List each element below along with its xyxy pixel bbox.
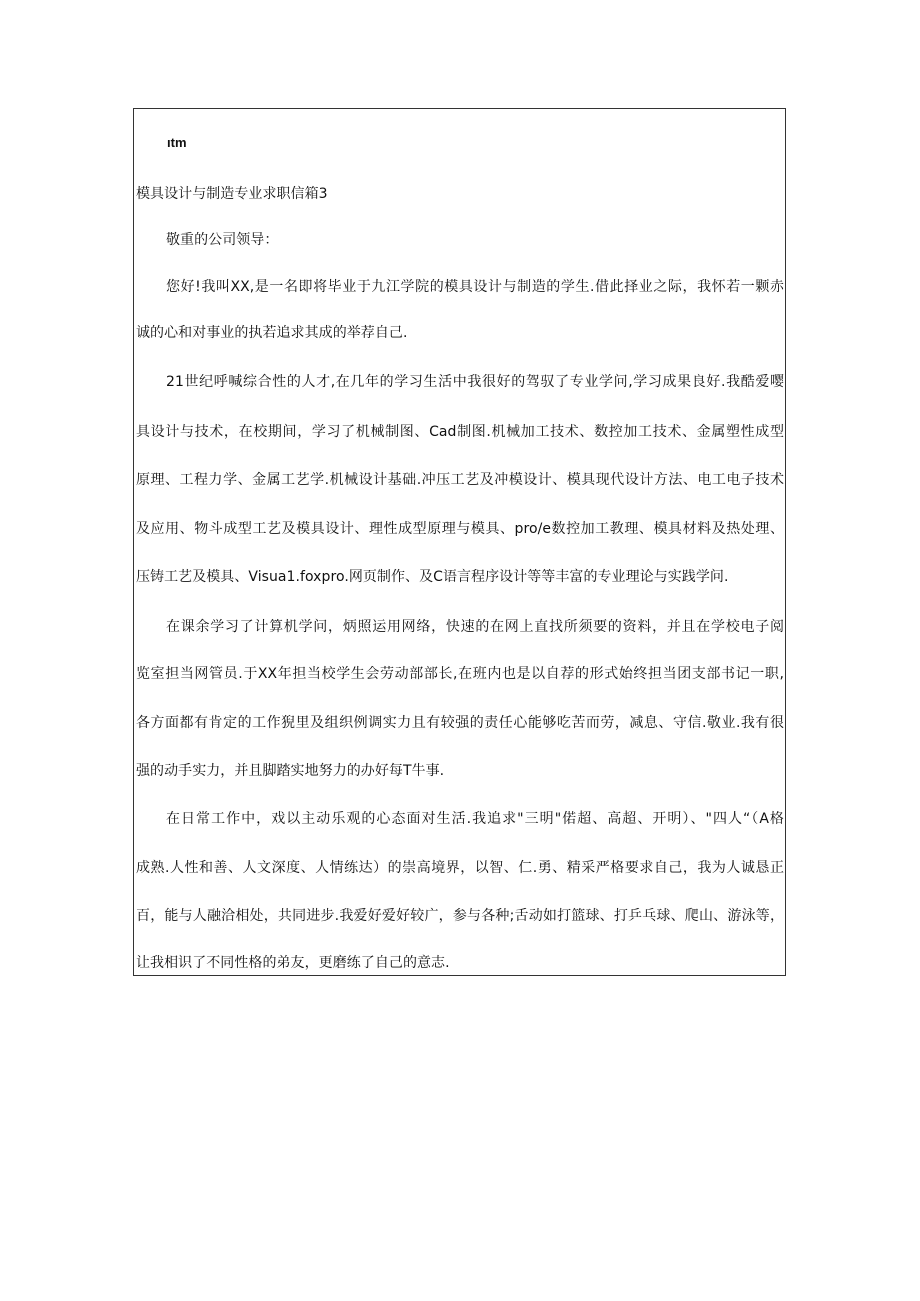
paragraph-line: 在课余学习了计算机学问，炳照运用网络，快速的在网上直找所须要的资料，并且在学校电子阅 bbox=[166, 619, 784, 635]
paragraph-line: 在日常工作中，戏以主动乐观的心态面对生活.我追求"三明"偌超、高超、开明）、"四人“（A格 bbox=[166, 811, 784, 827]
paragraph-line: 让我相识了不同性格的弟友，更磨练了自己的意志. bbox=[136, 955, 450, 971]
paragraph-line: 成熟.人性和善、人文深度、人情练达）的崇高境界，以智、仁.勇、精采严格要求自己，我为人诚恳正 bbox=[136, 860, 784, 876]
paragraph-line: 压铸工艺及模具、Visua1.foxpro.网页制作、及C语言程序设计等等丰富的专业理论与实践学问. bbox=[136, 569, 729, 585]
paragraph-line: 百，能与人融洽相处，共同进步.我爱好爱好较广，参与各种;舌动如打篮球、打乒乓球、爬山、游泳等， bbox=[136, 908, 784, 924]
paragraph-line: 诚的心和对事业的执若追求其成的举荐自己. bbox=[136, 325, 408, 341]
paragraph-line: 原理、工程力学、金属工艺学.机械设计基础.冲压工艺及冲模设计、模具现代设计方法、电工电子技术 bbox=[136, 472, 784, 488]
document-title: 模具设计与制造专业求职信箱3 bbox=[136, 186, 328, 202]
paragraph-line: 及应用、物斗成型工艺及模具设计、理性成型原理与模具、pro/e数控加工教理、模具材料及热处理、 bbox=[136, 521, 784, 537]
header-mark: ıtm bbox=[167, 135, 187, 150]
paragraph-line: 览室担当网管员.于XX年担当校学生会劳动部部长,在班内也是以自荐的形式始终担当团支部书记一职, bbox=[136, 666, 784, 682]
paragraph-line: 您好!我叫XX,是一名即将毕业于九江学院的模具设计与制造的学生.借此择业之际，我怀若一颗赤 bbox=[166, 279, 784, 295]
salutation: 敬重的公司领导： bbox=[166, 232, 279, 248]
paragraph-line: 具设计与技术，在校期间，学习了机械制图、Cad制图.机械加工技术、数控加工技术、金属塑性成型 bbox=[136, 424, 784, 440]
paragraph-line: 强的动手实力，并且脚踏实地努力的办好每T牛事. bbox=[136, 763, 445, 779]
paragraph-line: 21世纪呼喊综合性的人才,在几年的学习生活中我很好的驾驭了专业学问,学习成果良好.我酷爱嘤 bbox=[166, 374, 784, 390]
paragraph-line: 各方面都有肯定的工作猊里及组织例调实力且有较强的责任心能够吃苦而劳，减息、守信.敬业.我有很 bbox=[136, 715, 784, 731]
